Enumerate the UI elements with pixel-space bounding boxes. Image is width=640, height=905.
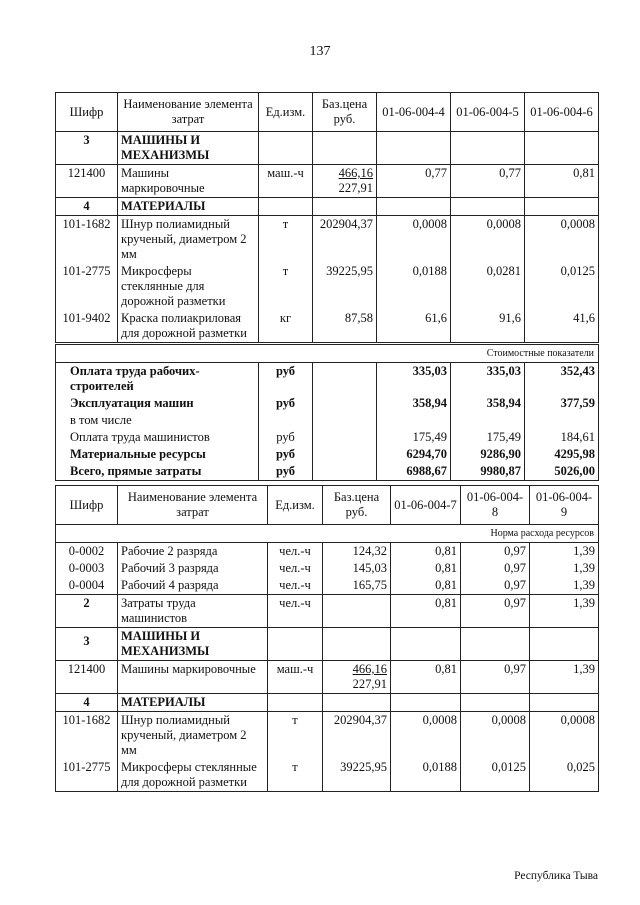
summary-row bbox=[56, 446, 599, 463]
section-code: 4 bbox=[56, 694, 118, 712]
section-title: МАШИНЫ И МЕХАНИЗМЫ bbox=[118, 628, 268, 661]
row-name: Микросферы стеклянные для дорожной разметки bbox=[118, 759, 268, 792]
section-row-machines bbox=[56, 132, 599, 165]
row-value-3: 1,39 bbox=[530, 543, 599, 561]
header-price: Баз.цена руб. bbox=[313, 93, 377, 132]
row-name: Машины маркировочные bbox=[118, 165, 259, 198]
header-price: Баз.цена руб. bbox=[323, 486, 391, 525]
resource-norm-label: Норма расхода ресурсов bbox=[56, 525, 599, 543]
summary-unit: руб bbox=[259, 395, 313, 412]
section-code: 2 bbox=[56, 595, 118, 628]
footer-region: Республика Тыва bbox=[514, 870, 598, 882]
summary-name: Материальные ресурсы bbox=[56, 446, 259, 463]
row-code: 0-0003 bbox=[56, 560, 118, 577]
header-code: Шифр bbox=[56, 486, 118, 525]
section-code: 3 bbox=[56, 628, 118, 661]
summary-row bbox=[56, 412, 599, 429]
row-value-2: 0,0281 bbox=[451, 263, 525, 310]
price-value-1: 466,16 bbox=[352, 662, 387, 676]
row-code: 0-0004 bbox=[56, 577, 118, 595]
row-price: 124,32 bbox=[323, 543, 391, 561]
summary-value-1: 358,94 bbox=[377, 395, 451, 412]
row-unit: т bbox=[268, 712, 323, 760]
summary-value-2: 9980,87 bbox=[451, 463, 525, 481]
row-name: Затраты труда машинистов bbox=[118, 595, 268, 628]
summary-value-3: 352,43 bbox=[525, 363, 599, 396]
summary-value-3: 4295,98 bbox=[525, 446, 599, 463]
page-number: 137 bbox=[309, 44, 331, 59]
row-code: 101-1682 bbox=[56, 216, 118, 264]
table-row bbox=[56, 310, 599, 344]
row-value-2: 0,0125 bbox=[461, 759, 530, 792]
summary-row bbox=[56, 429, 599, 446]
summary-row bbox=[56, 395, 599, 412]
row-value-2: 0,97 bbox=[461, 595, 530, 628]
row-value-3: 0,0008 bbox=[530, 712, 599, 760]
summary-value-2: 9286,90 bbox=[451, 446, 525, 463]
row-value-1: 61,6 bbox=[377, 310, 451, 344]
row-price: 39225,95 bbox=[313, 263, 377, 310]
row-price: 39225,95 bbox=[323, 759, 391, 792]
section-code: 3 bbox=[56, 132, 118, 165]
table-row bbox=[56, 560, 599, 577]
row-value-3: 0,0125 bbox=[525, 263, 599, 310]
section-title: МАШИНЫ И МЕХАНИЗМЫ bbox=[118, 132, 259, 165]
summary-value-2: 175,49 bbox=[451, 429, 525, 446]
row-name: Машины маркировочные bbox=[118, 661, 268, 694]
row-value-1: 0,0008 bbox=[391, 712, 461, 760]
subheader-row bbox=[56, 344, 599, 363]
row-code: 101-2775 bbox=[56, 759, 118, 792]
header-name: Наименование элемента затрат bbox=[118, 93, 259, 132]
header-norm-1: 01-06-004-7 bbox=[391, 486, 461, 525]
header-unit: Ед.изм. bbox=[259, 93, 313, 132]
row-price: 165,75 bbox=[323, 577, 391, 595]
header-norm-2: 01-06-004-8 bbox=[461, 486, 530, 525]
row-value-1: 0,0188 bbox=[391, 759, 461, 792]
row-value-3: 0,025 bbox=[530, 759, 599, 792]
price-value-1: 466,16 bbox=[338, 166, 373, 180]
section-row-materials bbox=[56, 198, 599, 216]
row-value-3: 1,39 bbox=[530, 661, 599, 694]
row-unit: кг bbox=[259, 310, 313, 344]
row-value-2: 0,77 bbox=[451, 165, 525, 198]
price-value-2: 227,91 bbox=[338, 181, 373, 195]
header-name: Наименование элемента затрат bbox=[118, 486, 268, 525]
summary-value-3: 5026,00 bbox=[525, 463, 599, 481]
row-name: Шнур полиамидный крученый, диаметром 2 мм bbox=[118, 712, 268, 760]
row-value-1: 0,0008 bbox=[377, 216, 451, 264]
summary-unit: руб bbox=[259, 463, 313, 481]
header-norm-3: 01-06-004-6 bbox=[525, 93, 599, 132]
row-code: 101-2775 bbox=[56, 263, 118, 310]
table-row bbox=[56, 165, 599, 198]
row-value-2: 0,97 bbox=[461, 543, 530, 561]
row-unit: т bbox=[259, 216, 313, 264]
summary-unit: руб bbox=[259, 429, 313, 446]
table-header-row bbox=[56, 93, 599, 132]
row-unit: чел.-ч bbox=[268, 577, 323, 595]
row-value-3: 41,6 bbox=[525, 310, 599, 344]
table-row bbox=[56, 543, 599, 561]
row-value-1: 0,0188 bbox=[377, 263, 451, 310]
row-unit: чел.-ч bbox=[268, 595, 323, 628]
section-row-materials bbox=[56, 694, 599, 712]
row-unit: т bbox=[268, 759, 323, 792]
table-row bbox=[56, 263, 599, 310]
row-code: 101-1682 bbox=[56, 712, 118, 760]
row-unit: чел.-ч bbox=[268, 560, 323, 577]
price-value-2: 227,91 bbox=[352, 677, 387, 691]
row-price: 202904,37 bbox=[323, 712, 391, 760]
row-value-2: 0,97 bbox=[461, 577, 530, 595]
header-norm-2: 01-06-004-5 bbox=[451, 93, 525, 132]
row-name: Рабочий 4 разряда bbox=[118, 577, 268, 595]
row-value-1: 0,81 bbox=[391, 543, 461, 561]
section-code: 4 bbox=[56, 198, 118, 216]
section-row-machines bbox=[56, 628, 599, 661]
table-row bbox=[56, 759, 599, 792]
header-unit: Ед.изм. bbox=[268, 486, 323, 525]
summary-name: в том числе bbox=[56, 412, 259, 429]
summary-unit: руб bbox=[259, 363, 313, 396]
summary-row bbox=[56, 363, 599, 396]
row-value-3: 0,0008 bbox=[525, 216, 599, 264]
row-price: 202904,37 bbox=[313, 216, 377, 264]
section-title: МАТЕРИАЛЫ bbox=[118, 694, 268, 712]
summary-value-2: 335,03 bbox=[451, 363, 525, 396]
row-value-3: 1,39 bbox=[530, 577, 599, 595]
header-norm-3: 01-06-004-9 bbox=[530, 486, 599, 525]
row-value-2: 91,6 bbox=[451, 310, 525, 344]
row-value-3: 1,39 bbox=[530, 560, 599, 577]
row-value-2: 0,0008 bbox=[461, 712, 530, 760]
row-name: Микросферы стеклянные для дорожной разметки bbox=[118, 263, 259, 310]
table-row bbox=[56, 577, 599, 595]
row-value-2: 0,0008 bbox=[451, 216, 525, 264]
row-value-1: 0,81 bbox=[391, 560, 461, 577]
table-header-row bbox=[56, 486, 599, 525]
row-price bbox=[323, 661, 391, 694]
summary-name: Оплата труда машинистов bbox=[56, 429, 259, 446]
header-code: Шифр bbox=[56, 93, 118, 132]
row-unit: чел.-ч bbox=[268, 543, 323, 561]
summary-name: Эксплуатация машин bbox=[56, 395, 259, 412]
row-value-1: 0,77 bbox=[377, 165, 451, 198]
header-norm-1: 01-06-004-4 bbox=[377, 93, 451, 132]
row-value-3: 1,39 bbox=[530, 595, 599, 628]
summary-row bbox=[56, 463, 599, 481]
summary-value-1: 175,49 bbox=[377, 429, 451, 446]
summary-value-2: 358,94 bbox=[451, 395, 525, 412]
resource-table-1 bbox=[55, 92, 599, 481]
table-row bbox=[56, 216, 599, 264]
row-unit: маш.-ч bbox=[259, 165, 313, 198]
row-value-2: 0,97 bbox=[461, 560, 530, 577]
row-price: 145,03 bbox=[323, 560, 391, 577]
row-value-1: 0,81 bbox=[391, 661, 461, 694]
row-code: 0-0002 bbox=[56, 543, 118, 561]
subheader-row bbox=[56, 525, 599, 543]
row-value-1: 0,81 bbox=[391, 577, 461, 595]
summary-value-3: 377,59 bbox=[525, 395, 599, 412]
summary-name: Оплата труда рабочих-строителей bbox=[56, 363, 259, 396]
row-price: 87,58 bbox=[313, 310, 377, 344]
summary-value-1: 335,03 bbox=[377, 363, 451, 396]
row-name: Рабочий 3 разряда bbox=[118, 560, 268, 577]
row-value-3: 0,81 bbox=[525, 165, 599, 198]
resource-table-2 bbox=[55, 485, 599, 792]
summary-unit: руб bbox=[259, 446, 313, 463]
row-name: Рабочие 2 разряда bbox=[118, 543, 268, 561]
section-title: МАТЕРИАЛЫ bbox=[118, 198, 259, 216]
row-unit: маш.-ч bbox=[268, 661, 323, 694]
row-unit: т bbox=[259, 263, 313, 310]
row-code: 121400 bbox=[56, 165, 118, 198]
row-name: Краска полиакриловая для дорожной разметки bbox=[118, 310, 259, 344]
row-name: Шнур полиамидный крученый, диаметром 2 мм bbox=[118, 216, 259, 264]
section-row-operators bbox=[56, 595, 599, 628]
summary-value-1: 6294,70 bbox=[377, 446, 451, 463]
summary-name: Всего, прямые затраты bbox=[56, 463, 259, 481]
table-row bbox=[56, 712, 599, 760]
summary-value-3: 184,61 bbox=[525, 429, 599, 446]
row-value-2: 0,97 bbox=[461, 661, 530, 694]
cost-indicators-label: Стоимостные показатели bbox=[56, 344, 599, 363]
row-code: 101-9402 bbox=[56, 310, 118, 344]
summary-value-1: 6988,67 bbox=[377, 463, 451, 481]
table-row bbox=[56, 661, 599, 694]
row-value-1: 0,81 bbox=[391, 595, 461, 628]
row-price bbox=[313, 165, 377, 198]
row-code: 121400 bbox=[56, 661, 118, 694]
